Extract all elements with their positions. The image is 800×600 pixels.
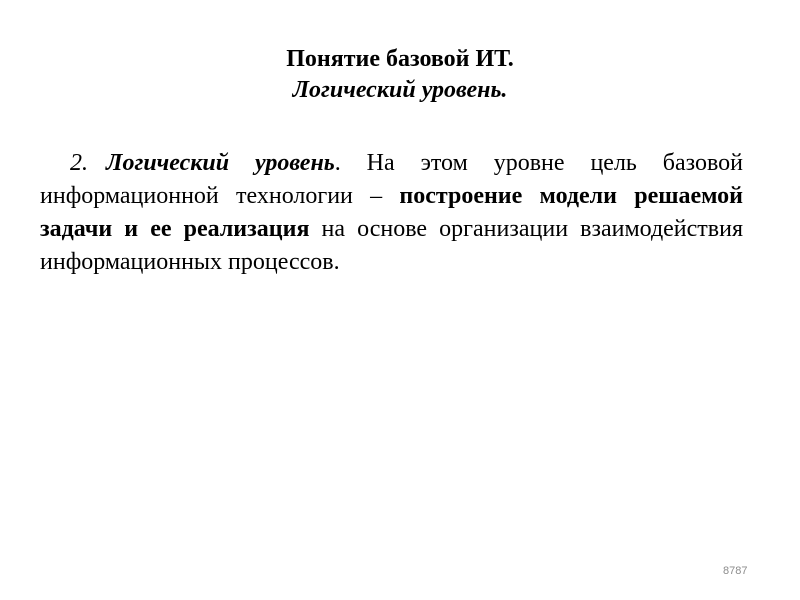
- slide-subtitle: Логический уровень.: [292, 77, 508, 103]
- page-number: 8787: [723, 565, 748, 577]
- paragraph-text: . На этом уровне цель базовой информационной технологии –: [40, 150, 743, 209]
- paragraph-tail: на основе организации взаимодействия информационных процессов.: [40, 216, 744, 275]
- paragraph-emphasis: построение модели решаемой задачи и ее реализация: [40, 183, 743, 242]
- slide-title-block: [0, 44, 800, 106]
- paragraph-number: 2.: [70, 150, 88, 176]
- body-paragraph: [40, 147, 743, 279]
- paragraph-term: Логический уровень: [106, 150, 335, 176]
- slide-title: Понятие базовой ИТ.: [286, 46, 514, 72]
